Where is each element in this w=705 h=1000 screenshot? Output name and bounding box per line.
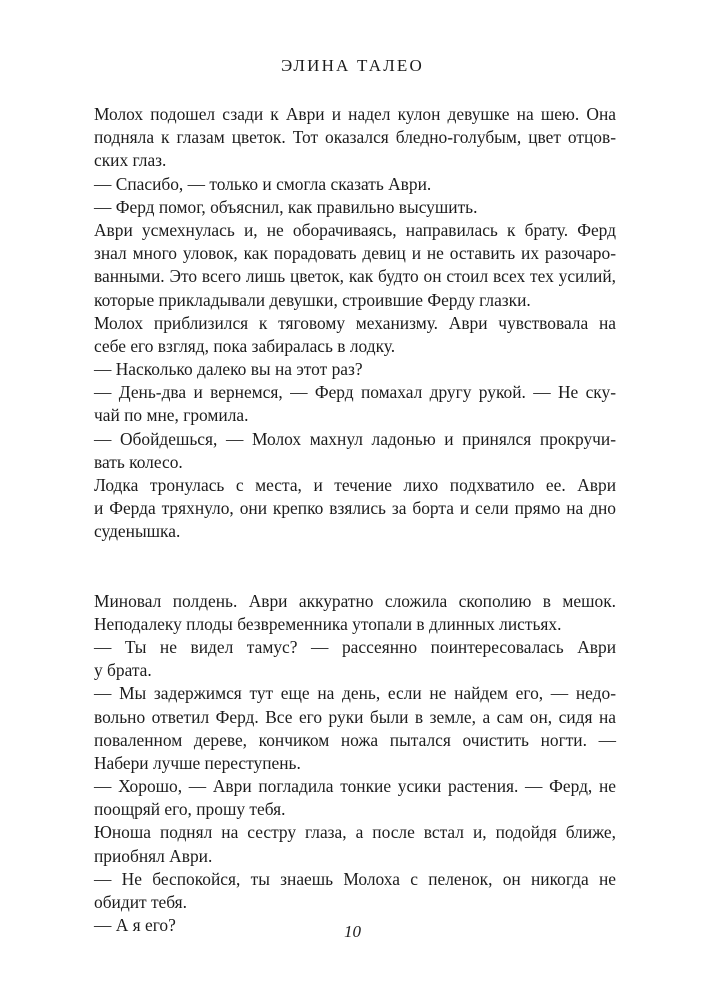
text-line: вать колесо. [94,451,183,472]
text-line: поваленном дереве, кончиком ножа пытался очистить ногти. — [94,729,616,750]
text-line: — Не беспокойся, ты знаешь Молоха с пеленок, он никогда не [94,868,616,889]
text-line: Лодка тронулась с места, и течение лихо подхватило ее. Аври [94,475,616,495]
text-line: и Ферда тряхнуло, они крепко взялись за борта и сели прямо на дно [94,498,616,519]
paragraph [94,196,616,219]
text-line: себе его взгляд, пока забиралась в лодку. [94,335,396,356]
paragraph [94,636,616,682]
text-line: Юноша поднял на сестру глаза, а после встал и, подойдя ближе, [94,822,616,843]
text-line: — Ты не видел тамус? — рассеянно поинтересовалась Аври [94,636,616,657]
text-line: Неподалеку плоды безвременника утопали в длинных листьях. [94,613,562,634]
page-number: 10 [344,922,361,941]
paragraph [94,821,616,867]
text-line: Молох приблизился к тяговому механизму. Аври чувствовала на [94,312,616,333]
text-line: знал много уловок, как порадовать девиц и не оставить их разочаро- [94,243,616,264]
paragraph [94,381,616,427]
text-line: ванными. Это всего лишь цветок, как будто он стоил всех тех усилий, [94,266,616,287]
section-break [94,544,616,590]
text-line: Набери лучше переступень. [94,752,301,773]
section-two [94,590,616,938]
text-line: — Обойдешься, — Молох махнул ладонью и принялся прокручи- [94,428,616,449]
body-text [94,103,616,937]
paragraph [94,682,616,775]
paragraph [94,775,616,821]
text-line: — Спасибо, — только и смогла сказать Аври. [94,173,432,194]
text-line: чай по мне, громила. [94,405,249,426]
paragraph [94,219,616,312]
text-line: — День-два и вернемся, — Ферд помахал другу рукой. — Не ску- [94,382,616,403]
text-line: подняла к глазам цветок. Тот оказался бледно-голубым, цвет отцов- [94,127,616,148]
text-line: — Ферд помог, объяснил, как правильно высушить. [94,196,478,217]
text-line: обидит тебя. [94,892,188,912]
text-line: приобнял Аври. [94,845,213,866]
text-line: — Хорошо, — Аври погладила тонкие усики растения. — Ферд, не [94,776,616,797]
paragraph [94,358,616,381]
paragraph [94,474,616,544]
section-one [94,103,616,544]
text-line: у брата. [94,660,152,681]
text-line: ских глаз. [94,150,167,171]
paragraph [94,312,616,358]
text-line: которые прикладывали девушки, строившие Ферду глазки. [94,289,531,310]
paragraph [94,428,616,474]
text-line: поощряй его, прошу тебя. [94,799,286,820]
text-line: — А я его? [94,915,176,936]
paragraph [94,868,616,914]
text-line: Молох подошел сзади к Аври и надел кулон девушке на шею. Она [94,104,616,124]
paragraph [94,173,616,196]
text-line: — Мы задержимся тут еще на день, если не найдем его, — недо- [94,683,616,704]
text-line: вольно ответил Ферд. Все его руки были в земле, а сам он, сидя на [94,706,616,727]
running-head: ЭЛИНА ТАЛЕО [281,56,424,75]
paragraph [94,103,616,173]
paragraph [94,590,616,636]
text-line: Миновал полдень. Аври аккуратно сложила скополию в мешок. [94,590,616,611]
text-line: Аври усмехнулась и, не оборачиваясь, направилась к брату. Ферд [94,219,616,240]
text-line: — Насколько далеко вы на этот раз? [94,359,363,380]
text-line: суденышка. [94,521,181,542]
